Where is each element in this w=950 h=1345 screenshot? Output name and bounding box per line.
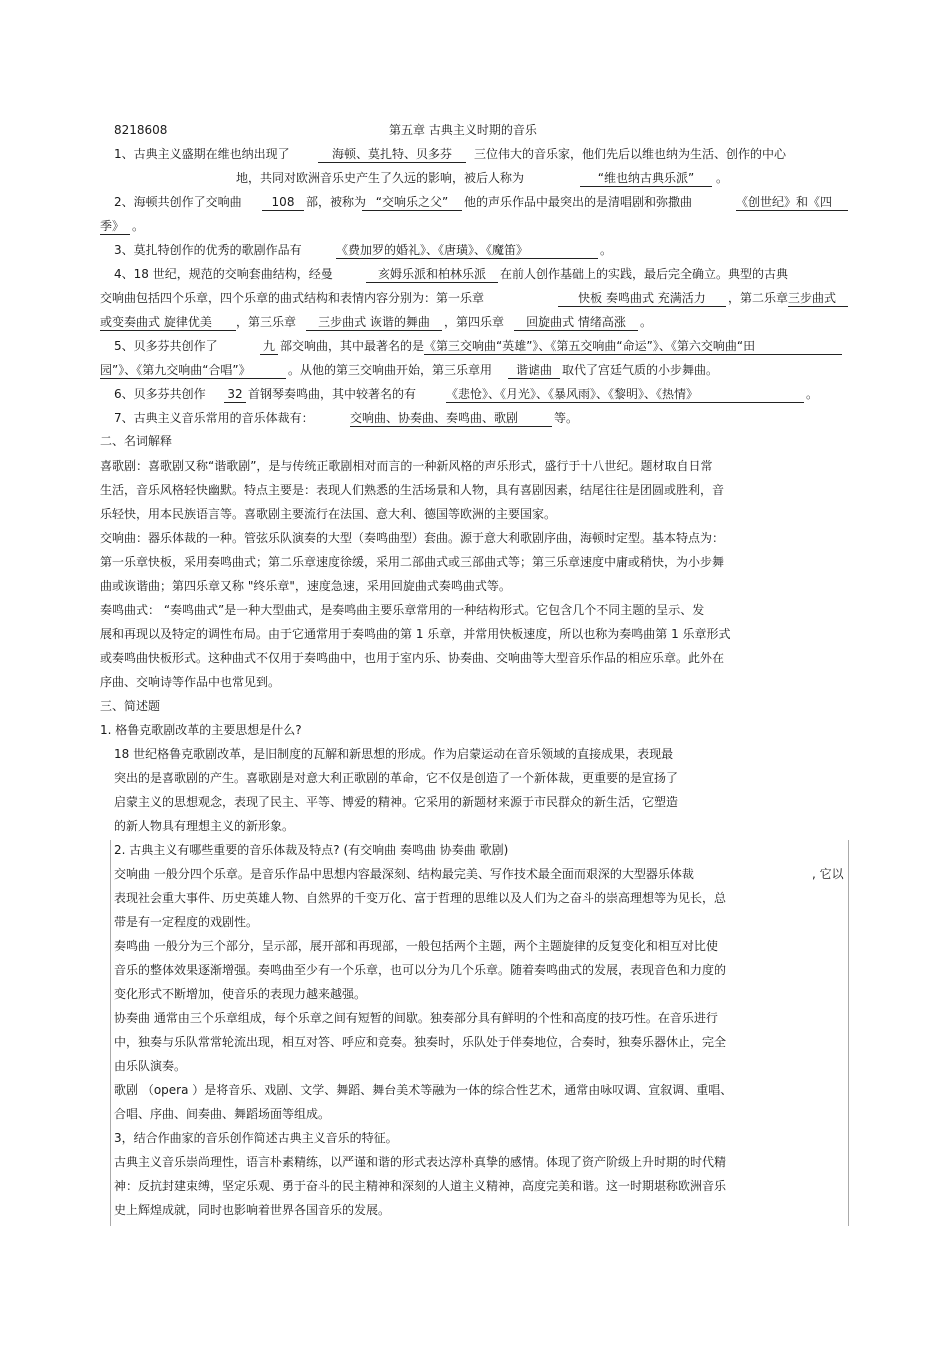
section2-heading: 二、名词解释 [100,434,173,448]
section3-q3-line: 古典主义音乐崇尚理性，语言朴素精练，以严谨和谐的形式表达淳朴真挚的感情。体现了资产阶级上升时期的时代精 [114,1155,727,1169]
q4-text-c: 在前人创作基础上的实践，最后完全确立。典型的古典 [500,267,789,281]
section3-q1-line: 突出的是喜歌剧的产生。喜歌剧是对意大利正歌剧的革命，它不仅是创造了一个新体裁，更重要的是宣扬了 [114,771,679,785]
q4-text-g: ，第四乐章 [444,315,505,329]
section2-line: 交响曲：器乐体裁的一种。管弦乐队演奏的大型（奏鸣曲型）套曲。源于意大利歌剧序曲，海顿时定型。基本特点为： [100,531,725,545]
q4-answer-mvt2-a: 三步曲式 [788,290,848,307]
section3-heading: 三、简述题 [100,699,161,713]
section2-line: 展和再现以及特定的调性布局。由于它通常用于奏鸣曲的第 1 乐章，并常用快板速度，所以也称为奏鸣曲第 1 乐章形式 [100,627,731,641]
section3-q1-title: 1. 格鲁克歌剧改革的主要思想是什么? [100,723,302,737]
q2-answer-title: “交响乐之父” [362,194,462,211]
section3-q2-line: 奏鸣曲 一般分为三个部分，呈示部，展开部和再现部，一般包括两个主题，两个主题旋律的反复变化和相互对比使 [114,939,718,953]
q5-text-e: 取代了宫廷气质的小步舞曲。 [562,363,719,377]
q5-answer-count: 九 [260,338,278,355]
section3-q1-line: 的新人物具有理想主义的新形象。 [114,819,295,833]
q6-answer-count: 32 [224,386,246,403]
section3-q2-line: 中，独奏与乐队常常轮流出现，相互对答、呼应和竞奏。独奏时，乐队处于伴奏地位，合奏时，独奏乐器休止，完全 [114,1035,727,1049]
q7-text-a: 7、古典主义音乐常用的音乐体裁有： [114,411,314,425]
section3-q2-line: 音乐的整体效果逐渐增强。奏鸣曲至少有一个乐章，也可以分为几个乐章。随着奏鸣曲式的发展，表现音色和力度的 [114,963,727,977]
q2-answer-count: 108 [262,194,304,211]
q1-answer-composers: 海顿、莫扎特、贝多芬 [318,146,466,163]
q4-text-f: ，第三乐章 [236,315,297,329]
q2-text-e: 。 [132,219,145,233]
section2-line: 序曲、交响诗等作品中也常见到。 [100,675,281,689]
q5-text-d: 。从他的第三交响曲开始，第三乐章用 [288,363,493,377]
section2-line: 奏鸣曲式： “奏鸣曲式”是一种大型曲式，是奏鸣曲主要乐章常用的一种结构形式。它包含几个不同主题的呈示、发 [100,603,705,617]
q2-answer-works-2: 季》 [100,218,130,235]
section2-line: 生活，音乐风格轻快幽默。特点主要是：表现人们熟悉的生活场景和人物，具有喜剧因素，结尾往往是团圆或胜利，音 [100,483,725,497]
section2-line: 第一乐章快板，采用奏鸣曲式；第二乐章速度徐缓，采用二部曲式或三部曲式等；第三乐章速度中庸或稍快，为小步舞 [100,555,725,569]
section3-q3-line: 史上辉煌成就，同时也影响着世界各国音乐的发展。 [114,1203,391,1217]
section2-line: 曲或诙谐曲；第四乐章又称 "终乐章"，速度急速，采用回旋曲式奏鸣曲式等。 [100,579,511,593]
section3-q2-line: 交响曲 一般分四个乐章。是音乐作品中思想内容最深刻、结构最完美、写作技术最全面而艰深的大型器乐体裁 [114,867,694,881]
section2-line: 或奏鸣曲快板形式。这种曲式不仅用于奏鸣曲中，也用于室内乐、协奏曲、交响曲等大型音乐作品的相应乐章。此外在 [100,651,725,665]
q3-text-a: 3、莫扎特创作的优秀的歌剧作品有 [114,243,302,257]
section2-line: 喜歌剧：喜歌剧又称“谐歌剧”，是与传统正歌剧相对而言的一种新风格的声乐形式，盛行于十八世纪。题材取自日常 [100,459,713,473]
q4-text-d: 交响曲包括四个乐章，四个乐章的曲式结构和表情内容分别为：第一乐章 [100,291,485,305]
q1-text-c: 三位伟大的音乐家，他们先后以维也纳为生活、创作的中心 [474,147,787,161]
q2-text-a: 2、海顿共创作了交响曲 [114,195,242,209]
q4-answer-mvt2-b: 或变奏曲式 旋律优美 [100,314,236,331]
section3-q2-line: 歌剧 （opera ）是将音乐、戏剧、文学、舞蹈、舞台美术等融为一体的综合性艺术，通常由咏叹调、宣叙调、重唱、 [114,1083,733,1097]
q3-text-e: 。 [600,243,613,257]
q4-answer-mvt1: 快板 奏鸣曲式 充满活力 [558,290,726,307]
q5-text-c: 部交响曲，其中最著名的是 [280,339,425,353]
section3-q3-title: 3，结合作曲家的音乐创作简述古典主义音乐的特征。 [114,1131,398,1145]
q7-answer-genres: 交响曲、协奏曲、奏鸣曲、歌剧 [350,410,552,427]
q5-answer-scherzo: 谐谑曲 [508,362,560,379]
q5-answer-symphonies-1: 《第三交响曲“英雄”》、《第五交响曲“命运”》、《第六交响曲“田 [424,338,842,355]
q2-text-c: 部，被称为 [306,195,367,209]
q1-answer-school: “维也纳古典乐派” [580,170,712,187]
q2-text-d: 他的声乐作品中最突出的是清唱剧和弥撒曲 [464,195,693,209]
right-border-line [848,840,849,1226]
section3-q3-line: 神：反抗封建束缚，坚定乐观、勇于奋斗的民主精神和深刻的人道主义精神，高度完美和谐。这一时期堪称欧洲音乐 [114,1179,727,1193]
section3-q2-line: 由乐队演奏。 [114,1059,187,1073]
q4-text-a: 4、18 世纪，规范的交响套曲结构，经曼 [114,267,333,281]
q4-text-e: ，第二乐章 [728,291,789,305]
doc-code: 8218608 [114,123,168,137]
section3-q2-line: 合唱、序曲、间奏曲、舞蹈场面等组成。 [114,1107,331,1121]
q6-answer-sonatas: 《悲怆》、《月光》、《暴风雨》、《黎明》、《热情》 [446,386,804,403]
section3-q1-line: 18 世纪格鲁克歌剧改革，是旧制度的瓦解和新思想的形成。作为启蒙运动在音乐领域的直接成果，表现最 [114,747,674,761]
q6-text-c: 首钢琴奏鸣曲，其中较著名的有 [248,387,417,401]
left-border-line [110,840,111,1226]
section3-q2-line-trail: , 它以 [812,867,844,881]
q4-answer-schools: 亥姆乐派和柏林乐派 [366,266,498,283]
q2-answer-works-1: 《创世纪》和《四 [736,194,848,211]
section2-line: 乐轻快，用本民族语言等。喜歌剧主要流行在法国、意大利、德国等欧洲的主要国家。 [100,507,557,521]
section3-q2-line: 带是有一定程度的戏剧性。 [114,915,259,929]
chapter-title: 第五章 古典主义时期的音乐 [389,123,537,137]
section3-q2-line: 变化形式不断增加，使音乐的表现力越来越强。 [114,987,367,1001]
q6-text-a: 6、贝多芬共创作 [114,387,206,401]
q4-answer-mvt3: 三步曲式 诙谐的舞曲 [306,314,442,331]
section3-q2-line: 协奏曲 通常由三个乐章组成，每个乐章之间有短暂的间歇。独奏部分具有鲜明的个性和高度的技巧性。在音乐进行 [114,1011,718,1025]
q1-text-a: 1、古典主义盛期在维也纳出现了 [114,147,290,161]
q3-answer-operas: 《费加罗的婚礼》、《唐璜》、《魔笛》 [336,242,598,259]
q5-answer-symphonies-2: 园”》、《第九交响曲“合唱”》 [100,362,286,379]
q1-text-e: 。 [716,171,729,185]
q5-text-a: 5、贝多芬共创作了 [114,339,218,353]
q4-text-h: 。 [640,315,653,329]
q7-text-e: 等。 [554,411,579,425]
section3-q2-title: 2. 古典主义有哪些重要的音乐体裁及特点? (有交响曲 奏鸣曲 协奏曲 歌剧) [114,843,509,857]
q6-text-e: 。 [806,387,819,401]
section3-q2-line: 表现社会重大事件、历史英雄人物、自然界的千变万化、富于哲理的思维以及人们为之奋斗的崇高理想等为见长，总 [114,891,727,905]
section3-q1-line: 启蒙主义的思想观念，表现了民主、平等、博爱的精神。它采用的新题材来源于市民群众的新生活，它塑造 [114,795,679,809]
q1-text-d: 地，共同对欧洲音乐史产生了久远的影响，被后人称为 [236,171,525,185]
q4-answer-mvt4: 回旋曲式 情绪高涨 [514,314,638,331]
